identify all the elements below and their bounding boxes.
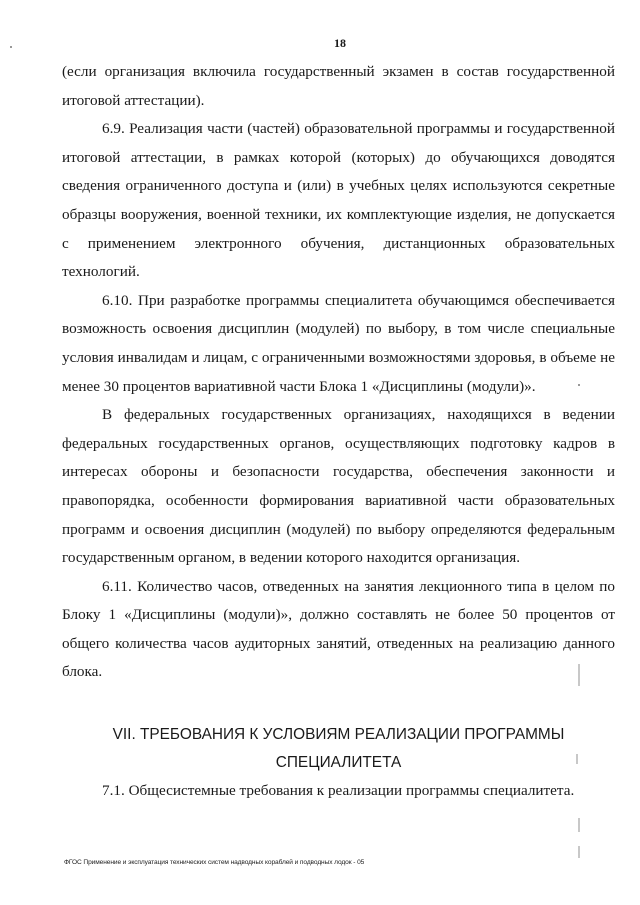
scan-artifact [578,384,580,386]
paragraph-6-10: 6.10. При разработке программы специалитета обучающимся обеспечивается возможность освоения дисциплин (модулей) по выбору, в том числе специальные условия инвалидам и лицам, с ограниченными возможностями здоровья, в объеме не менее 30 процентов вариативной части Блока 1 «Дисциплины (модули)». [62,291,615,395]
scan-artifact [578,664,580,686]
document-body [62,58,615,806]
paragraph-6-11: 6.11. Количество часов, отведенных на занятия лекционного типа в целом по Блоку 1 «Дисциплины (модули)», должно составлять не более 50 процентов от общего количества часов аудиторных занятий, отведенных на реализацию данного блока. [62,577,615,681]
document-footer: ФГОС Применение и эксплуатация технических систем надводных кораблей и подводных лодок - 05 [64,859,365,866]
page-number: 18 [334,36,346,50]
paragraph-continuation: (если организация включила государственный экзамен в состав государственной итоговой аттестации). [62,63,615,109]
paragraph-7-1: 7.1. Общесистемные требования к реализации программы специалитета. [102,782,575,800]
scan-artifact [10,46,12,48]
scan-artifact [576,754,578,764]
paragraph-federal-organizations: В федеральных государственных организациях, находящихся в ведении федеральных государственных органов, осуществляющих подготовку кадров в интересах обороны и безопасности государства, обеспечения законности и правопорядка, особенности формирования вариативной части образовательных программ и освоения дисциплин (модулей) по выбору определяются федеральным государственным органом, в ведении которого находится организация. [62,406,615,567]
section-heading-line1: VII. ТРЕБОВАНИЯ К УСЛОВИЯМ РЕАЛИЗАЦИИ ПРОГРАММЫ [112,726,565,744]
scan-artifact [578,846,580,858]
paragraph-6-9: 6.9. Реализация части (частей) образовательной программы и государственной итоговой аттестации, в рамках которой (которых) до обучающихся доводятся сведения ограниченного доступа и (или) в учебных целях используются секретные образцы вооружения, военной техники, их комплектующие изделия, не допускается с применением электронного обучения, дистанционных образовательных технологий. [62,120,615,281]
section-heading-line2: СПЕЦИАЛИТЕТА [275,754,402,772]
scan-artifact [578,818,580,832]
